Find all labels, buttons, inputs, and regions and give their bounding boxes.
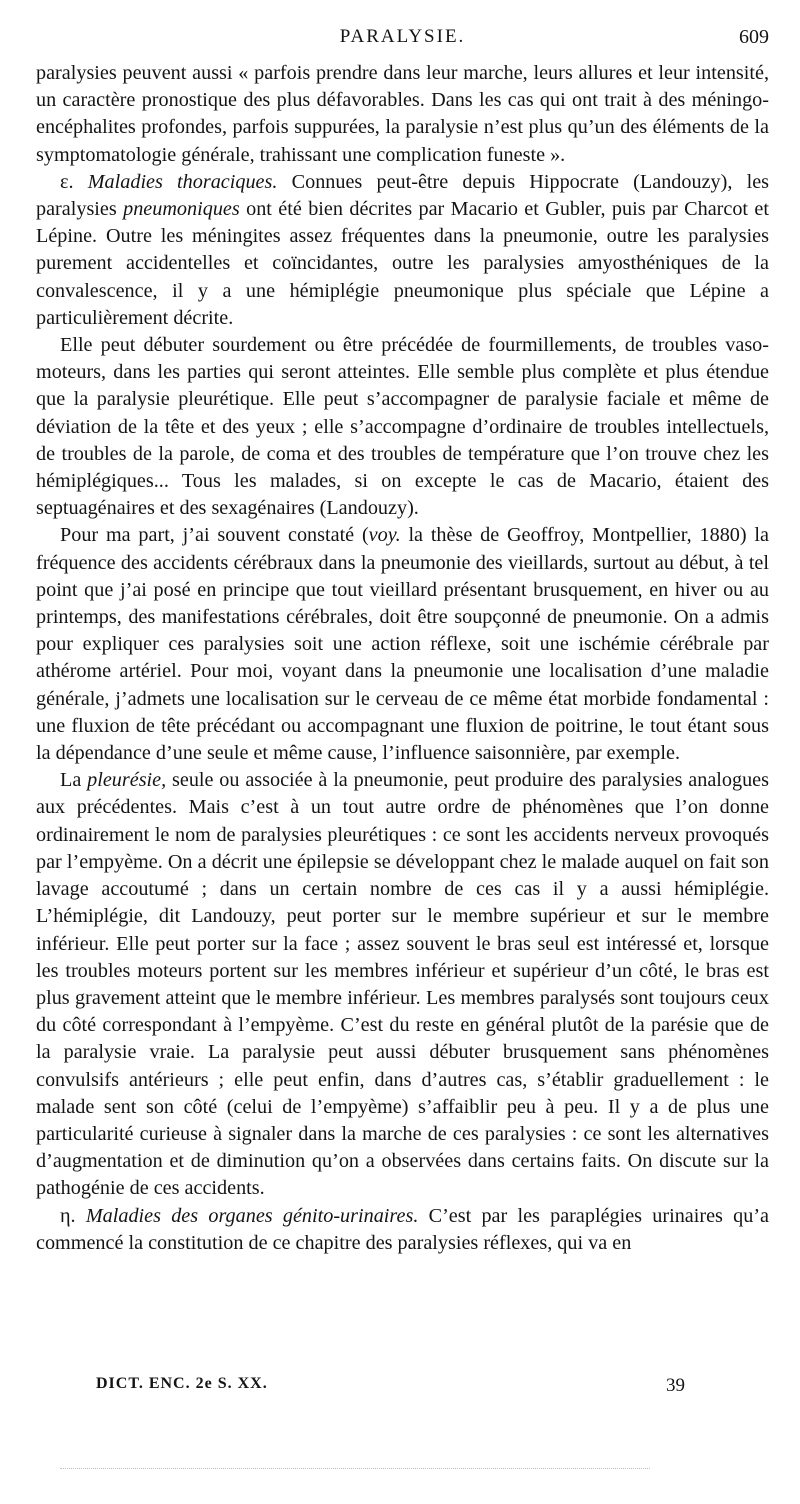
page-header (36, 26, 769, 56)
emphasized-term: voy. (368, 524, 401, 547)
page-number: 609 (739, 26, 769, 48)
scan-artifact-line (60, 1468, 650, 1469)
printer-signature: DICT. ENC. 2e S. XX. (96, 1375, 268, 1392)
running-title: PARALYSIE. (339, 26, 466, 47)
paragraph-text: seule ou associée à la pneumonie, peut produire des paralysies analogues aux précédentes. Mais c’est à un tout autre ordre de phénomènes que l’on donne ordinairement le nom de paralysies pleurétiques : ce sont les accidents nerveux provoqués par l’empyème. On a décrit une épilepsie se développant chez le malade auquel on fait son lavage accoutumé ; dans un certain nombre de ces cas il y a aussi hémiplégie. L’hémiplégie, dit Landouzy, peut porter sur le membre supérieur et sur le membre inférieur. Elle peut porter sur la face ; assez souvent le bras seul est intéressé et, lorsque les troubles moteurs portent sur les membres inférieur et supérieur d’un côté, le bras est plus gravement atteint que le membre inférieur. Les membres paralysés sont toujours ceux du côté correspondant à l’empyème. C’est du reste en général plutôt de la parésie que de la paralysie vraie. La paralysie peut aussi débuter brusquement sans phénomènes convulsifs antérieurs ; elle peut enfin, dans d’autres cas, s’établir graduellement : le malade sent son côté (celui de l’empyème) s’affaiblir peu à peu. Il y a de plus une particularité curieuse à signaler dans la marche de ces paralysies : ce sont les alternatives d’augmentation et de diminution qu’on a observées dans certains faits. On discute sur la pathogénie de ces accidents. (36, 769, 769, 1200)
paragraph (36, 332, 769, 522)
section-organes-genito-urinaires (36, 1203, 769, 1257)
paragraph (36, 767, 769, 1202)
sheet-number: 39 (666, 1375, 685, 1396)
paragraph-text: Pour ma part, j’ai souvent constaté ( (60, 524, 369, 547)
emphasized-term: pleurésie, (87, 769, 167, 792)
paragraph-text: paralysies peuvent aussi « parfois prendre dans leur marche, leurs allures et leur intensité, un caractère pronostique des plus défavorables. Dans les cas qui ont trait à des méningo-encéphalites profondes, parfois suppurées, la paralysie n’est plus qu’un des éléments de la symptomatologie générale, trahissant une complication funeste ». (36, 62, 769, 166)
paragraph-text: ont été bien décrites par Macario et Gubler, puis par Charcot et Lépine. Outre les méningites assez fréquentes dans la pneumonie, outre les paralysies purement accidentelles et coïncidantes, outre les paralysies amyosthéniques de la convalescence, il y a une hémiplégie pneumonique plus spéciale que Lépine a particulièrement décrite. (36, 198, 769, 329)
section-marker: η. (60, 1204, 76, 1227)
section-maladies-thoraciques (36, 169, 769, 332)
paragraph-text: Connues peut-être depuis Hippocrate (Landouzy), les paralysies (36, 170, 770, 221)
paragraph-text: La (60, 769, 88, 792)
paragraph-text: C’est par les paraplégies urinaires qu’a commencé la constitution de ce chapitre des paralysies réflexes, qui va en (36, 1204, 769, 1254)
paragraph-text: Elle peut débuter sourdement ou être précédée de fourmillements, de troubles vaso-moteurs, dans les parties qui seront atteintes. Elle semble plus complète et plus étendue que la paralysie pleurétique. Elle peut s’accompagner de paralysie faciale et même de déviation de la tête et des yeux ; elle s’accompagne d’ordinaire de troubles intellectuels, de troubles de la parole, de coma et des troubles de température que l’on trouve chez les hémiplégiques... Tous les malades, si on excepte le cas de Macario, étaient des septuagénaires et des sexagénaires (Landouzy). (36, 334, 769, 520)
page-footer (36, 1375, 769, 1405)
section-marker: ε. (60, 170, 74, 193)
body-text (36, 60, 769, 1257)
paragraph-continuation (36, 60, 769, 169)
paragraph-text: la thèse de Geoffroy, Montpellier, 1880) la fréquence des accidents cérébraux dans la pneumonie des vieillards, surtout au début, à tel point que j’ai posé en principe que tout vieillard présentant brusquement, en hiver ou au printemps, des manifestations cérébrales, doit être soupçonné de pneumonie. On a admis pour expliquer ces paralysies soit une action réflexe, soit une ischémie cérébrale par athérome artériel. Pour moi, voyant dans la pneumonie une localisation d’une maladie générale, j’admets une localisation sur le cerveau de ce même état morbide fondamental : une fluxion de tête précédant ou accompagnant une fluxion de poitrine, le tout étant sous la dépendance d’une seule et même cause, l’influence saisonnière, par exemple. (36, 524, 769, 765)
section-heading: Maladies thoraciques. (87, 170, 278, 193)
paragraph (36, 522, 769, 767)
section-heading: Maladies des organes génito-urinaires. (85, 1204, 419, 1227)
emphasized-term: pneumoniques (123, 198, 240, 221)
